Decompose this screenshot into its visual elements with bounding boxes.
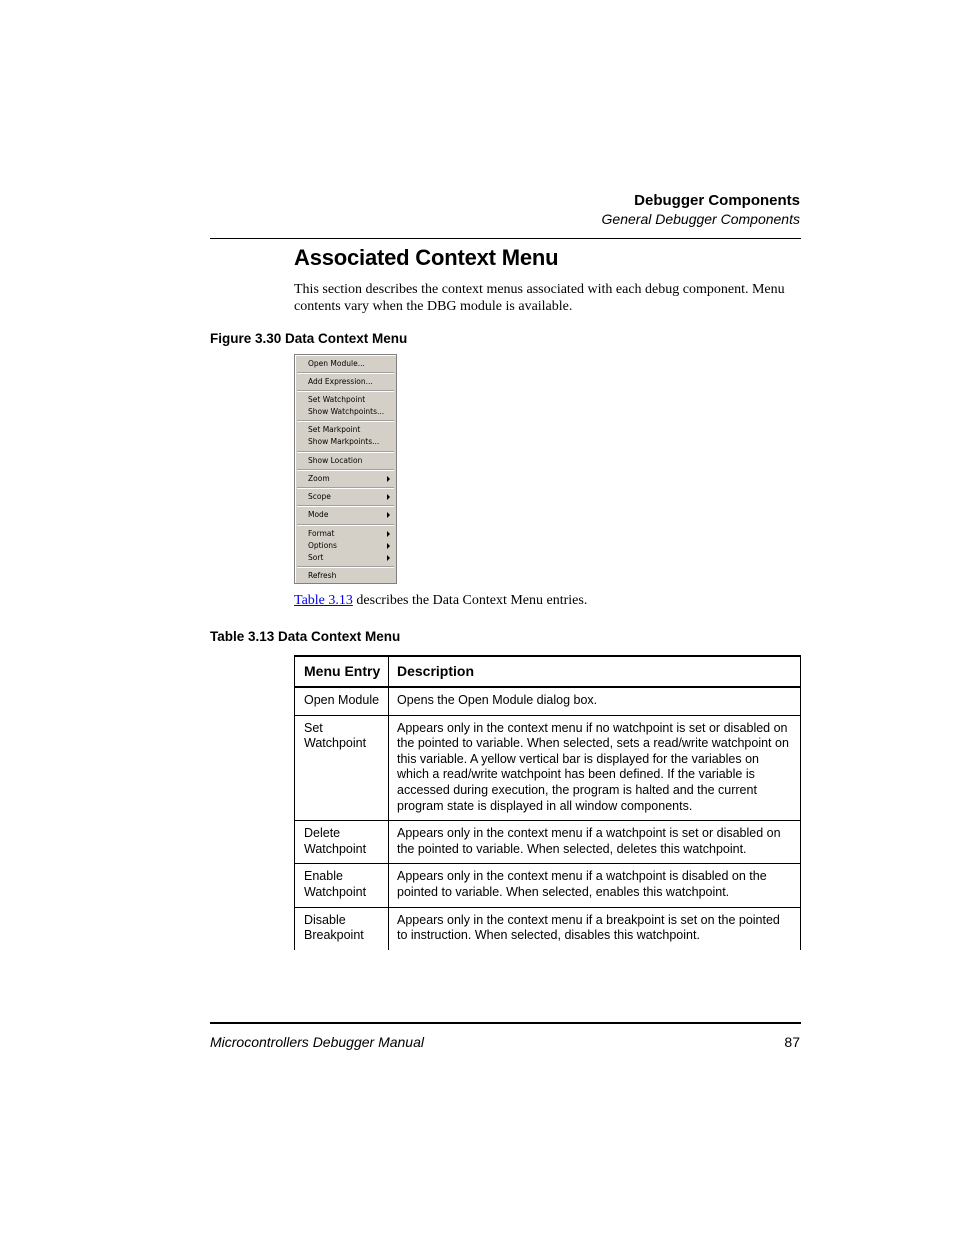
menu-item-add-expression: Add Expression... xyxy=(308,377,373,386)
menu-item-options: Options xyxy=(308,541,337,550)
menu-item-mode: Mode xyxy=(308,510,329,519)
menu-separator xyxy=(297,505,394,507)
table-row xyxy=(294,688,801,716)
running-header-subtitle: General Debugger Components xyxy=(601,211,800,227)
description-cell: Appears only in the context menu if no watchpoint is set or disabled on the pointed to variable. When selected, sets a read/write watchpoint on this variable. A yellow vertical bar is displayed for the variables on which a read/write watchpoint has been defined. If the variable is accessed during execution, the program is halted and the current program state is displayed in all window components. xyxy=(389,716,801,821)
menu-entry-cell: Delete Watchpoint xyxy=(294,821,389,863)
menu-separator xyxy=(297,487,394,489)
table-header-row xyxy=(294,657,801,688)
column-header-menu-entry: Menu Entry xyxy=(294,657,389,686)
submenu-arrow-icon xyxy=(387,531,390,537)
description-cell: Appears only in the context menu if a watchpoint is set or disabled on the pointed to variable. When selected, deletes this watchpoint. xyxy=(389,821,801,863)
menu-separator xyxy=(297,524,394,526)
menu-item-open-module: Open Module... xyxy=(308,359,365,368)
menu-item-show-markpoints: Show Markpoints... xyxy=(308,437,380,446)
footer-rule xyxy=(210,1022,801,1024)
running-header-title: Debugger Components xyxy=(634,192,800,209)
menu-separator xyxy=(297,372,394,374)
menu-item-set-markpoint: Set Markpoint xyxy=(308,425,361,434)
footer-manual-title: Microcontrollers Debugger Manual xyxy=(210,1034,424,1050)
menu-entry-cell: Set Watchpoint xyxy=(294,716,389,821)
menu-item-sort: Sort xyxy=(308,553,324,562)
menu-entry-cell: Enable Watchpoint xyxy=(294,864,389,906)
section-heading: Associated Context Menu xyxy=(294,245,559,270)
menu-item-zoom: Zoom xyxy=(308,474,330,483)
submenu-arrow-icon xyxy=(387,494,390,500)
description-cell: Appears only in the context menu if a watchpoint is disabled on the pointed to variable. When selected, enables this watchpoint. xyxy=(389,864,801,906)
submenu-arrow-icon xyxy=(387,555,390,561)
menu-separator xyxy=(297,420,394,422)
menu-item-scope: Scope xyxy=(308,492,331,501)
menu-separator xyxy=(297,390,394,392)
data-context-menu-table xyxy=(294,655,801,950)
description-cell: Appears only in the context menu if a breakpoint is set on the pointed to instruction. When selected, disables this watchpoint. xyxy=(389,908,801,950)
intro-paragraph: This section describes the context menus associated with each debug component. Menu contents vary when the DBG module is available. xyxy=(294,282,785,314)
table-reference-text: describes the Data Context Menu entries. xyxy=(352,593,588,608)
table-row xyxy=(294,716,801,822)
header-rule xyxy=(210,238,801,239)
menu-item-show-watchpoints: Show Watchpoints... xyxy=(308,407,385,416)
menu-item-set-watchpoint: Set Watchpoint xyxy=(308,395,366,404)
data-context-menu-screenshot xyxy=(294,354,397,584)
table-caption: Table 3.13 Data Context Menu xyxy=(210,629,401,644)
submenu-arrow-icon xyxy=(387,476,390,482)
menu-item-show-location: Show Location xyxy=(308,456,363,465)
column-header-description: Description xyxy=(389,657,801,686)
table-row xyxy=(294,864,801,907)
menu-separator xyxy=(297,469,394,471)
figure-caption: Figure 3.30 Data Context Menu xyxy=(210,331,408,346)
menu-entry-cell: Disable Breakpoint xyxy=(294,908,389,950)
menu-item-refresh: Refresh xyxy=(308,571,337,580)
menu-separator xyxy=(297,566,394,568)
table-row xyxy=(294,821,801,864)
menu-separator xyxy=(297,451,394,453)
menu-entry-cell: Open Module xyxy=(294,688,389,715)
submenu-arrow-icon xyxy=(387,512,390,518)
submenu-arrow-icon xyxy=(387,543,390,549)
menu-item-format: Format xyxy=(308,529,335,538)
page-number: 87 xyxy=(784,1034,800,1050)
table-reference-sentence xyxy=(294,593,587,609)
description-cell: Opens the Open Module dialog box. xyxy=(389,688,801,715)
table-row xyxy=(294,908,801,950)
table-3-13-link[interactable]: Table 3.13 xyxy=(294,593,353,608)
